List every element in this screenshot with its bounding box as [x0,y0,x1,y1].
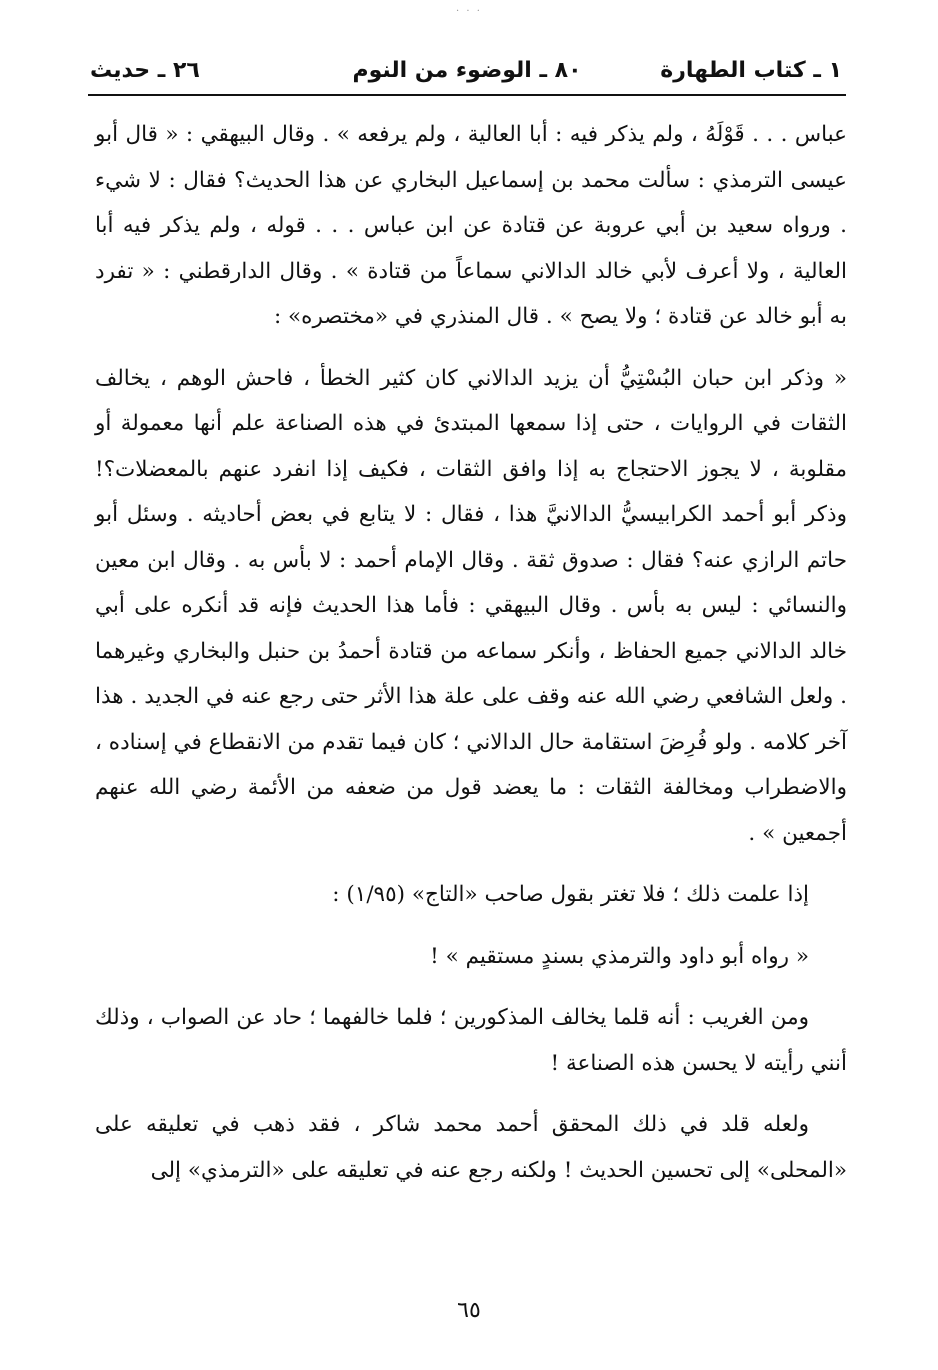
paragraph-taj-intro: إذا علمت ذلك ؛ فلا تغتر بقول صاحب «التاج» (١/٩٥) : [332,882,809,907]
footnote-body [95,112,847,1193]
paragraph-gharib: ومن الغريب : أنه قلما يخالف المذكورين ؛ فلما خالفهما ؛ حاد عن الصواب ، وذلك أنني رأيته لا يحسن هذه الصناعة ! [95,1005,847,1076]
header-chapter-title: ٨٠ ـ الوضوء من النوم [352,58,582,83]
running-header [88,54,846,96]
header-hadith-number: ٢٦ ـ حديث [90,58,200,83]
top-scan-mark: · · · [456,6,482,17]
header-book-title: ١ ـ كتاب الطهارة [660,58,842,83]
page-number: ٦٥ [457,1298,481,1323]
paragraph-ibn-hibban-quote: « وذكر ابن حبان البُسْتِيُّ أن يزيد الدالاني كان كثير الخطأ ، فاحش الوهم ، يخالف الثقات في الروايات ، حتى إذا سمعها المبتدئ في هذه الصناعة علم أنها معمولة أو مقلوبة ، لا يجوز الاحتجاج به إذا وافق الثقات ، فكيف إذا انفرد عنهم بالمعضلات؟! وذكر أبو أحمد الكرابيسيُّ الدالانيَّ هذا ، فقال : لا يتابع في بعض أحاديثه . وسئل أبو حاتم الرازي عنه؟ فقال : صدوق ثقة . وقال الإمام أحمد : لا بأس به . وقال ابن معين والنسائي : ليس به بأس . وقال البيهقي : فأما هذا الحديث فإنه قد أنكره على أبي خالد الدالاني جميع الحفاظ ، وأنكر سماعه من قتادة أحمدُ بن حنبل والبخاري وغيرهما . ولعل الشافعي رضي الله عنه وقف على علة هذا الأثر حتى رجع عنه في الجديد . هذا آخر كلامه . ولو فُرِضَ استقامة حال الدالاني ؛ كان فيما تقدم من الانقطاع في إسناده ، والاضطراب ومخالفة الثقات : ما يعضد قول من ضعفه من الأئمة رضي الله عنهم أجمعين » . [95,365,847,846]
paragraph-bayhaqi-tirmidhi: عباس . . . قَوْلَهُ ، ولم يذكر فيه : أبا العالية ، ولم يرفعه » . وقال البيهقي : « قال أبو عيسى الترمذي : سألت محمد بن إسماعيل البخاري عن هذا الحديث؟ فقال : لا شيء . ورواه سعيد بن أبي عروبة عن قتادة عن ابن عباس . . . قوله ، ولم يذكر فيه أبا العالية ، ولا أعرف لأبي خالد الدالاني سماعاً من قتادة » . وقال الدارقطني : « تفرد به أبو خالد عن قتادة ؛ ولا يصح » . قال المنذري في «مختصره» : [95,122,847,329]
paragraph-taj-quote: « رواه أبو داود والترمذي بسندٍ مستقيم » ! [430,943,809,969]
paragraph-shakir: ولعله قلد في ذلك المحقق أحمد محمد شاكر ، فقد ذهب في تعليقه على «المحلى» إلى تحسين الحديث ! ولكنه رجع عنه في تعليقه على «الترمذي» إلى [95,1112,847,1183]
